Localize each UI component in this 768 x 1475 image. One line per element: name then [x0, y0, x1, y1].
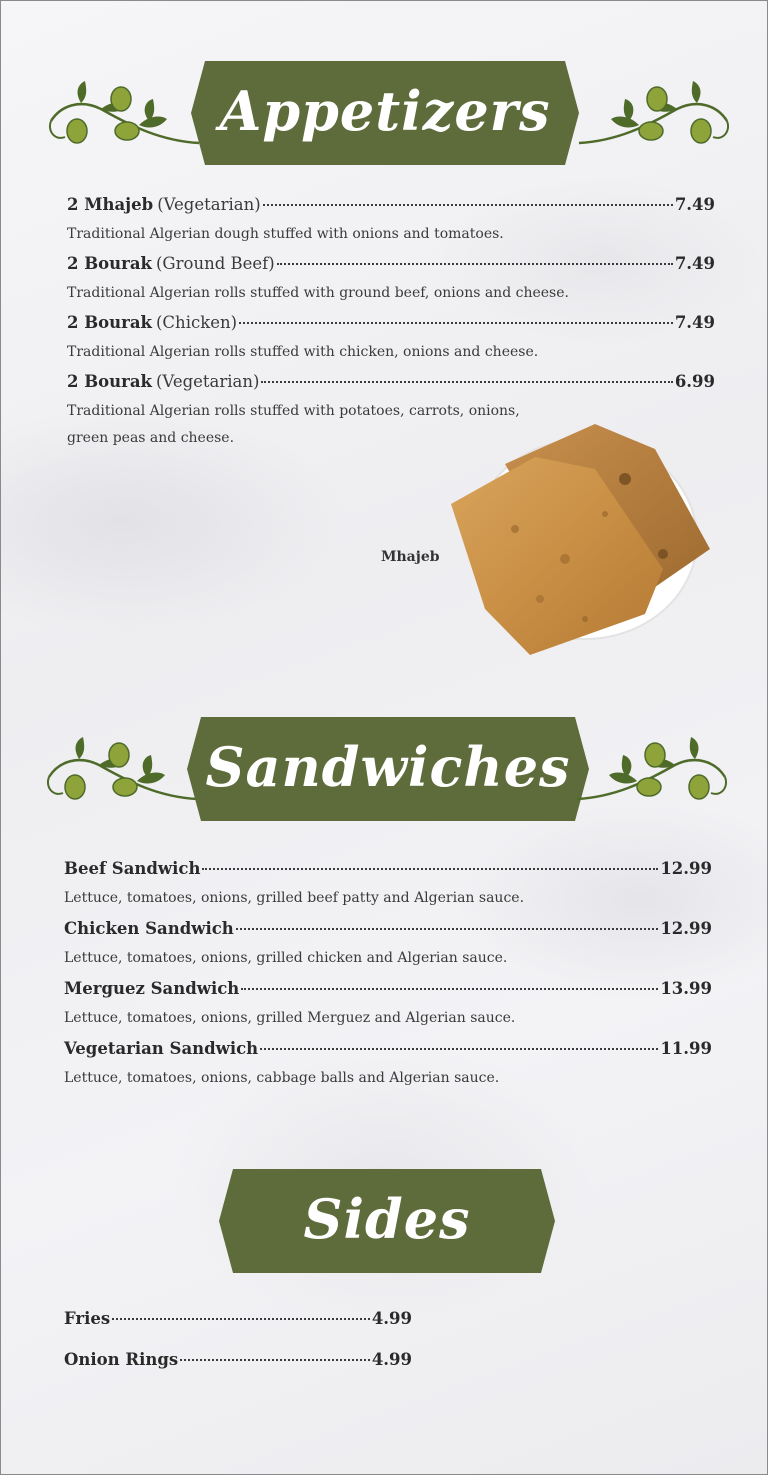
olive-branch-icon — [41, 71, 201, 151]
item-name: 2 Bourak — [67, 313, 152, 332]
item-price: 4.99 — [371, 1350, 412, 1369]
item-price: 13.99 — [660, 979, 712, 998]
menu-item-row — [64, 1039, 712, 1058]
dotted-leader — [202, 868, 658, 870]
item-price: 6.99 — [674, 372, 715, 391]
item-description: Traditional Algerian rolls stuffed with ground beef, onions and cheese. — [67, 285, 569, 301]
appetizers-header — [1, 61, 768, 165]
item-name: Beef Sandwich — [64, 859, 201, 878]
dotted-leader — [236, 928, 659, 930]
item-name: Chicken Sandwich — [64, 919, 234, 938]
dotted-leader — [239, 322, 673, 324]
item-name: 2 Mhajeb — [67, 195, 154, 214]
appetizers-title: Appetizers — [219, 79, 551, 143]
sides-title: Sides — [303, 1187, 471, 1251]
olive-branch-icon — [39, 727, 199, 807]
item-description: Lettuce, tomatoes, onions, cabbage balls and Algerian sauce. — [64, 1070, 500, 1086]
item-name: Onion Rings — [64, 1350, 179, 1369]
mhajeb-photo — [445, 419, 717, 661]
item-price: 12.99 — [660, 919, 712, 938]
menu-item-row — [64, 919, 712, 938]
olive-branch-icon — [575, 727, 735, 807]
item-description: Traditional Algerian rolls stuffed with potatoes, carrots, onions, — [67, 403, 520, 419]
dotted-leader — [261, 381, 672, 383]
item-price: 11.99 — [660, 1039, 712, 1058]
menu-item-row — [64, 979, 712, 998]
item-description: Traditional Algerian rolls stuffed with chicken, onions and cheese. — [67, 344, 539, 360]
olive-branch-icon — [577, 71, 737, 151]
dotted-leader — [112, 1318, 370, 1320]
item-description: Lettuce, tomatoes, onions, grilled Merguez and Algerian sauce. — [64, 1010, 516, 1026]
item-price: 7.49 — [674, 254, 715, 273]
item-name: 2 Bourak — [67, 254, 152, 273]
item-name: Merguez Sandwich — [64, 979, 240, 998]
menu-item-row — [64, 1309, 412, 1328]
sandwiches-title: Sandwiches — [205, 735, 571, 799]
item-description: Traditional Algerian dough stuffed with onions and tomatoes. — [67, 226, 504, 242]
dotted-leader — [277, 263, 673, 265]
item-price: 7.49 — [674, 195, 715, 214]
item-note: (Chicken) — [156, 313, 238, 332]
item-note: (Vegetarian) — [157, 195, 261, 214]
appetizers-banner — [205, 61, 565, 165]
item-note: (Vegetarian) — [156, 372, 260, 391]
photo-caption: Mhajeb — [381, 549, 440, 565]
menu-item-row — [67, 195, 715, 214]
sides-header — [1, 1169, 768, 1273]
menu-item-row — [67, 254, 715, 273]
dotted-leader — [180, 1359, 370, 1361]
item-price: 7.49 — [674, 313, 715, 332]
dotted-leader — [263, 204, 673, 206]
item-name: Fries — [64, 1309, 111, 1328]
sandwiches-banner — [201, 717, 575, 821]
item-price: 4.99 — [371, 1309, 412, 1328]
item-description: Lettuce, tomatoes, onions, grilled chicken and Algerian sauce. — [64, 950, 508, 966]
item-note: (Ground Beef) — [156, 254, 275, 273]
menu-item-row — [67, 372, 715, 391]
menu-item-row — [64, 859, 712, 878]
sandwiches-header — [1, 717, 768, 821]
menu-item-row — [67, 313, 715, 332]
item-name: Vegetarian Sandwich — [64, 1039, 259, 1058]
dotted-leader — [260, 1048, 658, 1050]
item-description: green peas and cheese. — [67, 430, 235, 446]
item-description: Lettuce, tomatoes, onions, grilled beef patty and Algerian sauce. — [64, 890, 525, 906]
dotted-leader — [241, 988, 658, 990]
menu-item-row — [64, 1350, 412, 1369]
item-name: 2 Bourak — [67, 372, 152, 391]
sides-banner — [233, 1169, 541, 1273]
item-price: 12.99 — [660, 859, 712, 878]
